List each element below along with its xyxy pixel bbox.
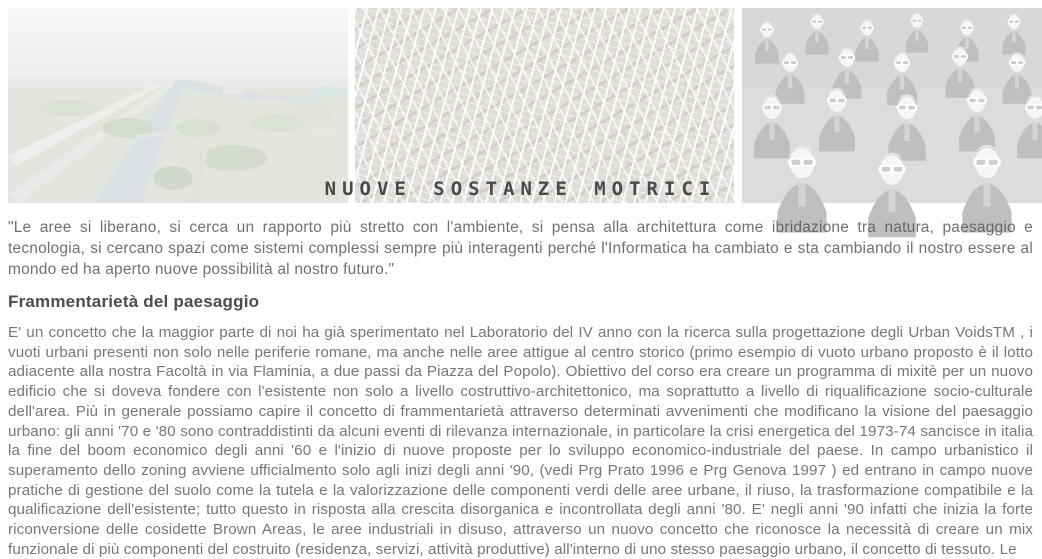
header-collage [8,8,1033,203]
content-column [8,8,1033,559]
3d-glasses-audience-photo [742,8,1042,203]
page-title: NUOVE SOSTANZE MOTRICI [324,178,717,200]
article-body: E' un concetto che la maggior parte di noi ha già sperimentato nel Laboratorio del IV anno con la ricerca sulla progettazione degli Urban VoidsTM , i vuoti urbani presenti non solo nelle periferie romane, ma anche nelle aree attigue al centro storico (primo esempio di vuoto urbano proposto è il lotto adiacente alla nostra Facoltà in via Flaminia, a due passi da Piazza del Popolo). Obiettivo del corso era creare un programma di mixitè per un nuovo edificio che si doveva fondere con l'esistente non solo a livello costruttivo-architettonico, ma soprattutto a livello di riqualificazione socio-culturale dell'area. Più in generale possiamo capire il concetto di frammentarietà attraverso determinati avvenimenti che modificano la visione del paesaggio urbano: gli anni '70 e '80 sono contraddistinti da alcuni eventi di rilevanza internazionale, in particolare la crisi energetica del 1973-74 sancisce in italia la fine del boom economico degli anni '60 e l'inizio di nuove proposte per lo sviluppo economico-industriale del paese. In campo urbanistico il superamento dello zoning avviene ufficialmento solo agli inizi degli anni '90, (vedi Prg Prato 1996 e Prg Genova 1997 ) ed entrano in campo nuove pratiche di gestione del suolo come la tutela e la valorizzazione delle componenti verdi delle aree urbane, il riuso, la trasformazione compatibile e la qualificazione dell'esistente; tutto questo in risposta alla crescita disorganica e incontrollata degli anni '80. E' negli anni '90 infatti che inizia la forte riconversione delle cosidette Brown Areas, le aree industriali in disuso, attraverso un nuovo concetto che riconosce la necessità di creare un mix funzionale di più componenti del costruito (residenza, servizi, attività produttive) all'interno di uno stesso paesaggio urbano, il concetto di tessuto. Le [8,324,1033,558]
fiber-texture [355,8,734,203]
section-heading: Frammentarietà del paesaggio [8,292,260,311]
tangled-fibers-photo [355,8,734,203]
aerial-city-river-photo [8,8,348,203]
intro-quote: "Le aree si liberano, si cerca un rapporto più stretto con l'ambiente, si pensa alla architettura come ibridazione tra natura, paesaggio e tecnologia, si cercano spazi come sistemi complessi sempre più interagenti perché l'Informatica ha cambiato e sta cambiando il nostro essere al mondo ed ha aperto nuove possibilità al nostro futuro." [8,219,1033,278]
